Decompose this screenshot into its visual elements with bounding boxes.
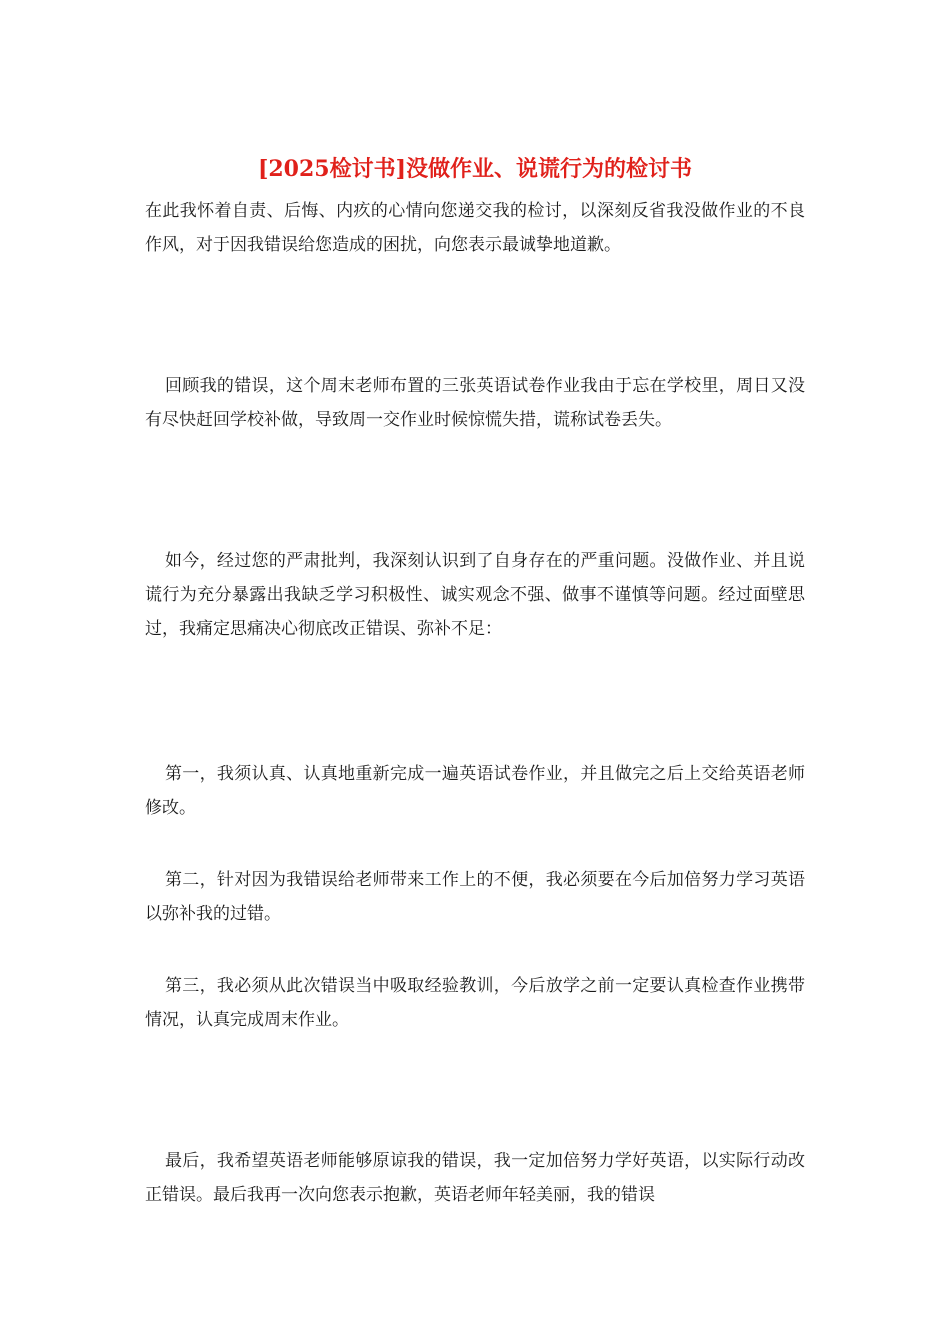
paragraph-finally: 最后，我希望英语老师能够原谅我的错误，我一定加倍努力学好英语，以实际行动改正错误。最后我再一次向您表示抱歉，英语老师年轻美丽，我的错误 [145, 1151, 805, 1205]
paragraph-review: 回顾我的错误，这个周末老师布置的三张英语试卷作业我由于忘在学校里，周日又没有尽快赶回学校补做，导致周一交作业时候惊慌失措，谎称试卷丢失。 [145, 376, 805, 430]
document-title: [2025检讨书]没做作业、说谎行为的检讨书 [257, 156, 693, 182]
paragraph-apology: 在此我怀着自责、后悔、内疚的心情向您递交我的检讨，以深刻反省我没做作业的不良作风，对于因我错误给您造成的困扰，向您表示最诚挚地道歉。 [145, 201, 805, 255]
paragraph-third: 第三，我必须从此次错误当中吸取经验教训，今后放学之前一定要认真检查作业携带情况，认真完成周末作业。 [145, 976, 805, 1030]
paragraph-reflection: 如今，经过您的严肃批判，我深刻认识到了自身存在的严重问题。没做作业、并且说谎行为充分暴露出我缺乏学习积极性、诚实观念不强、做事不谨慎等问题。经过面壁思过，我痛定思痛决心彻底改正错误、弥补不足： [145, 551, 805, 639]
paragraph-first: 第一，我须认真、认真地重新完成一遍英语试卷作业，并且做完之后上交给英语老师修改。 [145, 764, 805, 818]
paragraph-second: 第二，针对因为我错误给老师带来工作上的不便，我必须要在今后加倍努力学习英语以弥补我的过错。 [145, 870, 805, 924]
